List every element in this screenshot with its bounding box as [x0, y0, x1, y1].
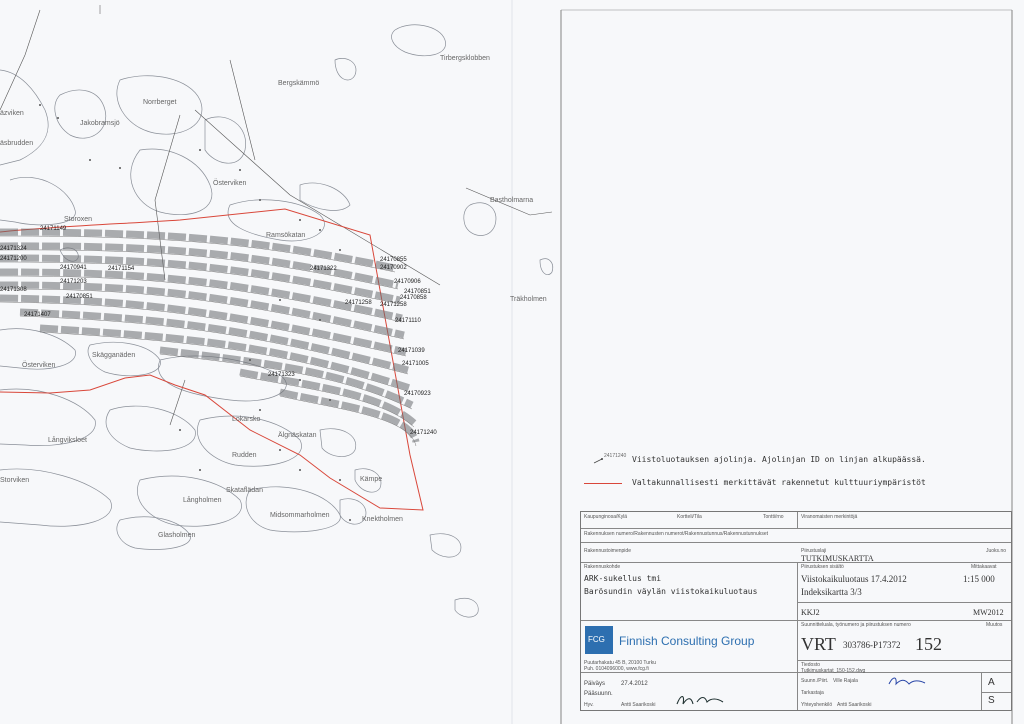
- sounding-point: [199, 469, 201, 471]
- place-bastholmarna: Bastholmarna: [490, 197, 534, 204]
- place-storoxen: Storoxen: [64, 216, 93, 223]
- designer-label: Suunnittelualа, työnumero ja piirustuksen numero: [801, 622, 911, 628]
- place-kampe: Kämpe: [360, 476, 383, 483]
- approved-label: Hyv.: [584, 702, 594, 708]
- place-glasholmen: Glasholmen: [158, 532, 196, 539]
- sounding-point: [199, 149, 201, 151]
- designer-name: Ville Rajala: [833, 678, 858, 684]
- sounding-point: [119, 167, 121, 169]
- revision-a: A: [988, 677, 995, 688]
- place-trakholmen: Träkholmen: [510, 296, 547, 303]
- sounding-point: [279, 449, 281, 451]
- line-id-label: 24171200: [0, 256, 27, 262]
- place-rudden: Rudden: [232, 452, 257, 459]
- sounding-point: [239, 169, 241, 171]
- sounding-point: [349, 519, 351, 521]
- place-midsommarholmen: Midsommarholmen: [270, 512, 330, 519]
- place-norrberget: Norrberget: [143, 99, 177, 106]
- authority-label: Viranomaisten merkintöjä: [801, 514, 858, 520]
- date-label: Päiväys: [584, 681, 606, 687]
- date-value: 27.4.2012: [621, 681, 648, 687]
- scale-label: Mittakaavat: [971, 564, 997, 570]
- place-edge-n2: äsbrudden: [0, 140, 34, 147]
- line-id-label: 24171258: [345, 300, 372, 306]
- place-storviken: Storviken: [0, 477, 30, 484]
- sounding-point: [259, 199, 261, 201]
- line-id-label: 24171203: [60, 279, 87, 285]
- place-osterviken-n: Österviken: [213, 180, 247, 187]
- line-id-label: 24171308: [0, 287, 27, 293]
- fcg-logo: [585, 626, 613, 654]
- project-label: Rakennuskohde: [584, 564, 621, 570]
- sounding-point: [299, 379, 301, 381]
- sheet-number: 152: [915, 634, 942, 654]
- place-knektholmen: Knektholmen: [362, 516, 403, 523]
- designer-role-label: Suunn./Piirt.: [801, 678, 829, 684]
- title-block: [580, 511, 1012, 711]
- line-id-label: 24171240: [410, 430, 437, 436]
- place-osterviken-s: Österviken: [22, 362, 56, 369]
- content-line-2: Indeksikartta 3/3: [801, 587, 862, 597]
- sounding-point: [339, 479, 341, 481]
- line-id-label: 24171005: [402, 361, 429, 367]
- project-line-2: Barösundin väylän viistokaikuluotaus: [584, 587, 758, 596]
- sounding-point: [89, 159, 91, 161]
- line-id-label: 24170923: [404, 391, 431, 397]
- revision-s: S: [988, 695, 995, 706]
- drawing-no-label: Juoks.no: [986, 548, 1007, 554]
- place-tirbergsklobben: Tirbergsklobben: [440, 55, 490, 62]
- line-id-label: 24170902: [380, 265, 407, 271]
- legend-sample-id: 24171240: [604, 453, 627, 459]
- address-line-2: Puh. 0104096000, www.fcg.fi: [584, 666, 649, 672]
- line-id-label: 24171322: [310, 266, 337, 272]
- checker-label: Tarkastaja: [801, 690, 824, 696]
- place-bergskammo: Bergskämmö: [278, 80, 320, 87]
- coastline: [0, 25, 553, 617]
- file-label: Tiedosto: [801, 662, 820, 668]
- sounding-point: [279, 299, 281, 301]
- sounding-point: [179, 429, 181, 431]
- line-id-label: 24171039: [398, 348, 425, 354]
- company-name: Finnish Consulting Group: [619, 634, 755, 648]
- client-label: Rakennustoimenpide: [584, 548, 631, 554]
- project-line-1: ARK-sukellus tmi: [584, 574, 662, 583]
- logo-text: FCG: [588, 635, 605, 644]
- line-id-label: 24170851: [66, 294, 93, 300]
- line-id-label: 24171324: [0, 246, 27, 252]
- sounding-point: [329, 399, 331, 401]
- height-system: MW2012: [973, 608, 1004, 617]
- line-id-label: 24171323: [268, 372, 295, 378]
- drawing-code: VRT: [801, 634, 836, 654]
- place-jakobramsjo: Jakobramsjö: [80, 120, 120, 127]
- block-label: Kortteli/Tila: [677, 514, 702, 520]
- scale-value: 1:15 000: [963, 574, 995, 584]
- sounding-point: [39, 104, 41, 106]
- address-line-1: Puutarhakatu 45 B, 20100 Turku: [584, 660, 656, 666]
- place-skatafladen: Skataflädan: [226, 487, 263, 494]
- approved-name: Antti Saarikoski: [621, 702, 656, 708]
- place-langviksloet: Långviksloet: [48, 437, 87, 444]
- coord-system: KKJ2: [801, 608, 820, 617]
- place-algnaskatan: Älgnäskatan: [278, 432, 317, 439]
- line-id-label: 24170906: [394, 279, 421, 285]
- sounding-point: [299, 469, 301, 471]
- content-line-1: Viistokaikuluotaus 17.4.2012: [801, 574, 907, 584]
- line-id-label: 24170851: [404, 289, 431, 295]
- sounding-point: [299, 219, 301, 221]
- line-id-label: 24171110: [395, 318, 421, 324]
- place-lokarsko: Lokarsko: [232, 416, 261, 423]
- line-id-label: 24170858: [400, 295, 427, 301]
- line-id-label: 24171149: [40, 226, 67, 232]
- plot-label: Tontti/rno: [763, 514, 784, 520]
- line-id-label: 24170941: [60, 265, 87, 271]
- main-designer-label: Pääsuunn.: [584, 691, 613, 697]
- contact-label: Yhteyshenkilö: [801, 702, 833, 708]
- place-langholmen: Långholmen: [183, 497, 222, 504]
- building-numbers-label: Rakennuksen numero/Rakennusten numerot/Rakennustunnus/Rakennustunnukset: [584, 531, 769, 537]
- line-id-label: 24171407: [24, 312, 51, 318]
- line-id-label: 24171258: [380, 302, 407, 308]
- line-id-label: 24170855: [380, 257, 407, 263]
- file-name: Tutkimuskartat_150-152.dwg: [801, 668, 866, 674]
- drawing-type-label: Piirustuslaji: [801, 548, 827, 554]
- contact-name: Antti Saarikoski: [837, 702, 872, 708]
- sounding-point: [339, 249, 341, 251]
- legend-heritage-symbol: [584, 483, 622, 484]
- sounding-point: [249, 359, 251, 361]
- place-edge-n1: äzviken: [0, 110, 24, 117]
- line-id-label: 24171154: [108, 266, 135, 272]
- place-ramsokatan: Ramsökatan: [266, 232, 306, 239]
- drawing-type: TUTKIMUSKARTTA: [801, 554, 874, 563]
- designer-signature: [887, 674, 927, 688]
- change-label: Muutos: [986, 622, 1003, 628]
- place-skaggandalen: Skägganäden: [92, 352, 136, 359]
- legend-line-text: Viistoluotauksen ajolinja. Ajolinjan ID on linjan alkupäässä.: [632, 455, 926, 464]
- sounding-point: [57, 117, 59, 119]
- sonar-swaths: [0, 104, 416, 521]
- sounding-point: [319, 229, 321, 231]
- legend-heritage-text: Valtakunnallisesti merkittävät rakennetut kulttuuriympäristöt: [632, 478, 926, 487]
- municipality-label: Kaupunginosa/Kylä: [584, 514, 628, 520]
- approver-signature: [673, 690, 729, 710]
- job-number: 303786-P17372: [843, 640, 901, 650]
- sounding-point: [259, 409, 261, 411]
- content-label: Piirustuksen sisältö: [801, 564, 844, 570]
